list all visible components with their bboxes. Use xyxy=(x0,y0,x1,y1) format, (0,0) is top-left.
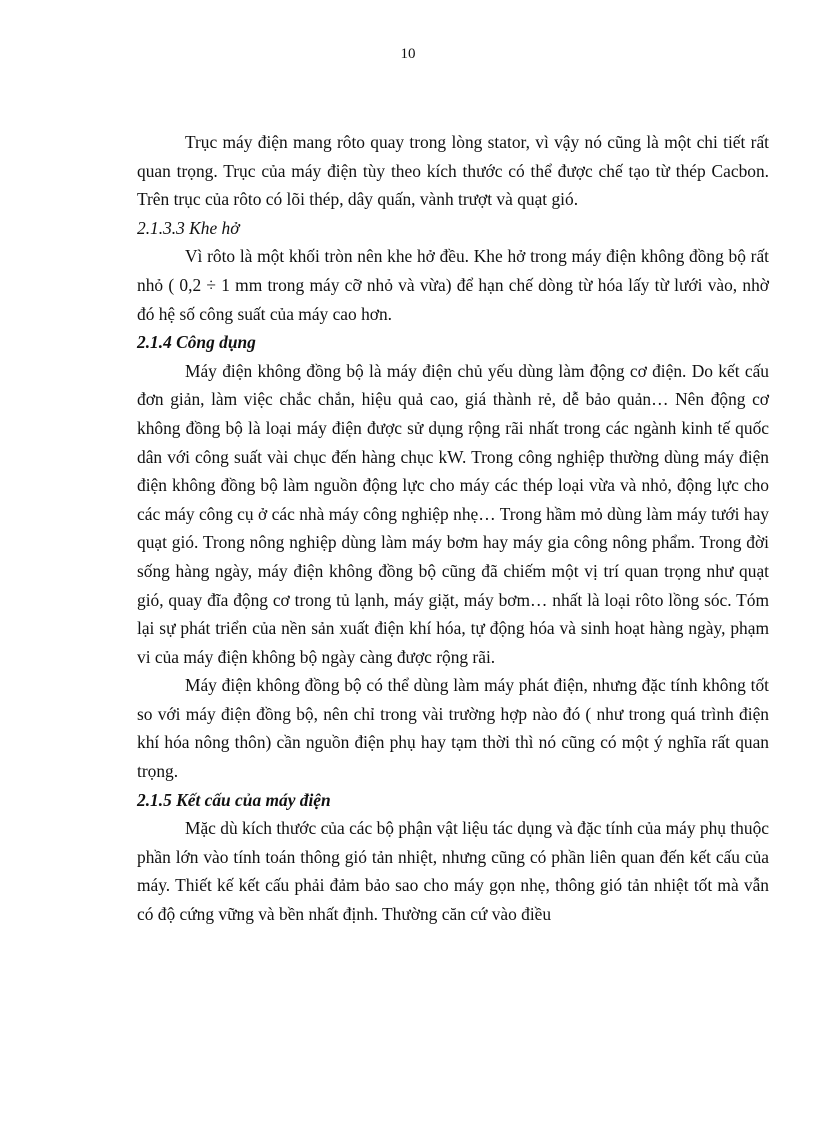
heading-applications: 2.1.4 Công dụng xyxy=(137,332,256,353)
heading-structure: 2.1.5 Kết cấu của máy điện xyxy=(137,789,331,810)
paragraph-structure: Mặc dù kích thước của các bộ phận vật liệu tác dụng và đặc tính của máy phụ thuộc phần lớn vào tính toán thông gió tản nhiệt, nhưng cũng có phần liên quan đến kết cấu của máy. Thiết kế kết cấu phải đảm bảo sao cho máy gọn nhẹ, thông gió tản nhiệt tốt mà vẫn có độ cứng vững và bền nhất định. Thường căn cứ vào điều xyxy=(137,818,769,925)
document-body xyxy=(137,128,769,929)
subheading-air-gap: 2.1.3.3 Khe hở xyxy=(137,217,240,238)
paragraph-air-gap: Vì rôto là một khối tròn nên khe hở đều. Khe hở trong máy điện không đồng bộ rất nhỏ ( 0,2 ÷ 1 mm trong máy cỡ nhỏ và vừa) để hạn chế dòng từ hóa lấy từ lưới vào, nhờ đó hệ số công suất của máy cao hơn. xyxy=(137,246,769,324)
paragraph-generator-use: Máy điện không đồng bộ có thể dùng làm máy phát điện, nhưng đặc tính không tốt so với máy điện đồng bộ, nên chỉ trong vài trường hợp nào đó ( như trong quá trình điện khí hóa nông thôn) cần nguồn điện phụ hay tạm thời thì nó cũng có một ý nghĩa rất quan trọng. xyxy=(137,675,769,782)
paragraph-applications: Máy điện không đồng bộ là máy điện chủ yếu dùng làm động cơ điện. Do kết cấu đơn giản, làm việc chắc chắn, hiệu quả cao, giá thành rẻ, dễ bảo quản… Nên động cơ không đồng bộ là loại máy điện được sử dụng rộng rãi nhất trong các ngành kinh tế quốc dân với công suất vài chục đến hàng chục kW. Trong công nghiệp thường dùng máy điện điện không đồng bộ làm nguồn động lực cho máy các thép loại vừa và nhỏ, động lực cho các máy công cụ ở các nhà máy công nghiệp nhẹ… Trong hầm mỏ dùng làm máy tưới hay quạt gió. Trong nông nghiệp dùng làm máy bơm hay máy gia công nông phẩm. Trong đời sống hàng ngày, máy điện không đồng bộ cũng đã chiếm một vị trí quan trọng như quạt gió, quay đĩa động cơ trong tủ lạnh, máy giặt, máy bơm… nhất là loại rôto lồng sóc. Tóm lại sự phát triển của nền sản xuất điện khí hóa, tự động hóa và sinh hoạt hàng ngày, phạm vi của máy điện không bộ ngày càng được rộng rãi. xyxy=(137,360,769,667)
paragraph-shaft: Trục máy điện mang rôto quay trong lòng stator, vì vậy nó cũng là một chi tiết rất quan trọng. Trục của máy điện tùy theo kích thước có thể được chế tạo từ thép Cacbon. Trên trục của rôto có lõi thép, dây quấn, vành trượt và quạt gió. xyxy=(137,132,769,210)
page-number: 10 xyxy=(400,46,416,62)
